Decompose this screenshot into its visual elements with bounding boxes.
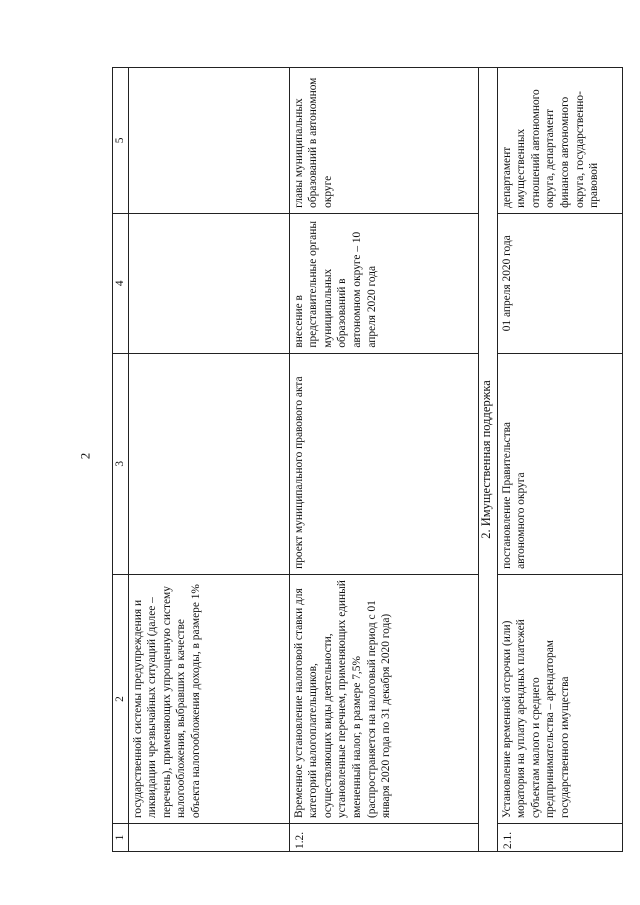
responsible-cell (128, 68, 289, 214)
table-row (128, 68, 289, 852)
row-number (128, 824, 289, 852)
header-col-2: 2 (113, 574, 129, 823)
header-col-5: 5 (113, 68, 129, 214)
document-cell: проект муниципального правового акта (289, 353, 478, 574)
header-col-3: 3 (113, 353, 129, 574)
header-col-1: 1 (113, 824, 129, 852)
section-row (478, 68, 497, 852)
row-number: 1.2. (289, 824, 478, 852)
deadline-cell: 01 апреля 2020 года (497, 213, 622, 353)
document-cell (128, 353, 289, 574)
section-title: 2. Имущественная поддержка (478, 68, 497, 852)
row-number: 2.1. (497, 824, 622, 852)
header-row (113, 68, 129, 852)
header-col-4: 4 (113, 213, 129, 353)
responsible-cell: главы муниципальных образований в автономном округе (289, 68, 478, 214)
measure-cell: Установление временной отсрочки (или) моратория на уплату арендных платежей субъектам малого и среднего предпринимательства – арендаторам государственного имущества (497, 574, 622, 823)
measure-cell: государственной системы предупреждения и ликвидации чрезвычайных ситуаций (далее – перечень), применяющих упрощенную систему налогообложения, выбравших в качестве объекта налогообложения доходы, в размере 1% (128, 574, 289, 823)
responsible-cell: департамент имущественных отношений автономного округа, департамент финансов автономного округа, государственно-правовой (497, 68, 622, 214)
table-row (497, 68, 622, 852)
measures-table (112, 67, 623, 852)
deadline-cell (128, 213, 289, 353)
rotated-table-wrapper (112, 67, 610, 852)
measure-cell: Временное установление налоговой ставки для категорий налогоплательщиков, осуществляющих виды деятельности, установленные перечнем, применяющих единый вмененный налог, в размере 7,5% (распространяется на налоговый период с 01 января 2020 года по 31 декабря 2020 года) (289, 574, 478, 823)
deadline-cell: внесение в представительные органы муниципальных образований в автономном округе – 10 апреля 2020 года (289, 213, 478, 353)
table-row (289, 68, 478, 852)
document-cell: постановление Правительства автономного округа (497, 353, 622, 574)
page-number: 2 (77, 452, 93, 460)
